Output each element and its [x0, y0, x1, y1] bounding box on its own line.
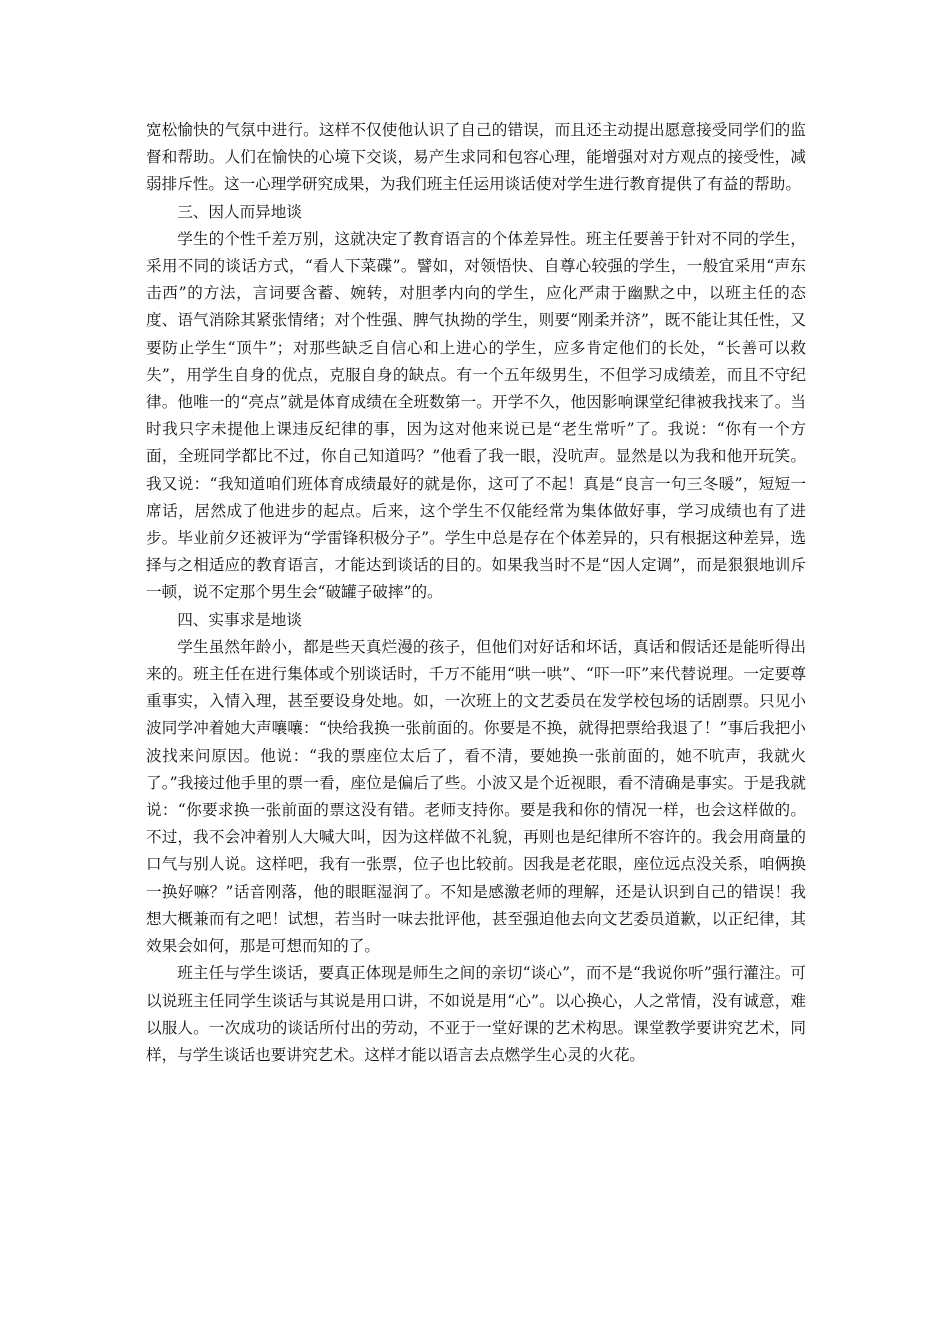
paragraph-section-four: 学生虽然年龄小，都是些天真烂漫的孩子，但他们对好话和坏话，真话和假话还是能听得出来的。班主任在进行集体或个别谈话时，千万不能用“哄一哄”、“吓一吓”来代替说理。一定要尊重事实，入情入理，甚至要设身处地。如，一次班上的文艺委员在发学校包场的话剧票。只见小波同学冲着她大声嚷嚷：“快给我换一张前面的。你要是不换，就得把票给我退了！”事后我把小波找来问原因。他说：“我的票座位太后了，看不清，要她换一张前面的，她不吭声，我就火了。”我接过他手里的票一看，座位是偏后了些。小波又是个近视眼，看不清确是事实。于是我就说：“你要求换一张前面的票这没有错。老师支持你。要是我和你的情况一样，也会这样做的。不过，我不会冲着别人大喊大叫，因为这样做不礼貌，再则也是纪律所不容许的。我会用商量的口气与别人说。这样吧，我有一张票，位子也比较前。因我是老花眼，座位远点没关系，咱俩换一换好嘛？”话音刚落，他的眼眶湿润了。不知是感激老师的理解，还是认识到自己的错误！我想大概兼而有之吧！试想，若当时一味去批评他，甚至强迫他去向文艺委员道歉，以正纪律，其效果会如何，那是可想而知的了。	[146, 637, 806, 956]
document-page	[146, 117, 806, 1069]
section-heading-three: 三、因人而异地谈	[177, 202, 302, 221]
paragraph-section-three: 学生的个性千差万别，这就决定了教育语言的个体差异性。班主任要善于针对不同的学生，采用不同的谈话方式，“看人下菜碟”。譬如，对领悟快、自尊心较强的学生，一般宜采用“声东击西”的方法，言词要含蓄、婉转，对胆孝内向的学生，应化严肃于幽默之中，以班主任的态度、语气消除其紧张情绪；对个性强、脾气执拗的学生，则要“刚柔并济”，既不能让其任性，又要防止学生“顶牛”；对那些缺乏自信心和上进心的学生，应多肯定他们的长处，“长善可以救失”，用学生自身的优点，克服自身的缺点。有一个五年级男生，不但学习成绩差，而且不守纪律。他唯一的“亮点”就是体育成绩在全班数第一。开学不久，他因影响课堂纪律被我找来了。当时我只字未提他上课违反纪律的事，因为这对他来说已是“老生常听”了。我说：“你有一个方面，全班同学都比不过，你自己知道吗？”他看了我一眼，没吭声。显然是以为我和他开玩笑。我又说：“我知道咱们班体育成绩最好的就是你，这可了不起！真是“良言一句三冬暖”，短短一席话，居然成了他进步的起点。后来，这个学生不仅能经常为集体做好事，学习成绩也有了进步。毕业前夕还被评为“学雷锋积极分子”。学生中总是存在个体差异的，只有根据这种差异，选择与之相适应的教育语言，才能达到谈话的目的。如果我当时不是“因人定调”，而是狠狠地训斥一顿，说不定那个男生会“破罐子破摔”的。	[146, 229, 806, 602]
paragraph-conclusion: 班主任与学生谈话，要真正体现是师生之间的亲切“谈心”，而不是“我说你听”强行灌注。可以说班主任同学生谈话与其说是用口讲，不如说是用“心”。以心换心，人之常情，没有诚意，难以服人。一次成功的谈话所付出的劳动，不亚于一堂好课的艺术构思。课堂教学要讲究艺术，同样，与学生谈话也要讲究艺术。这样才能以语言去点燃学生心灵的火花。	[146, 964, 806, 1064]
section-heading-four: 四、实事求是地谈	[177, 610, 302, 629]
paragraph-continued: 宽松愉快的气氛中进行。这样不仅使他认识了自己的错误，而且还主动提出愿意接受同学们的监督和帮助。人们在愉快的心境下交谈，易产生求同和包容心理，能增强对对方观点的接受性，减弱排斥性。这一心理学研究成果，为我们班主任运用谈话使对学生进行教育提供了有益的帮助。	[146, 121, 806, 194]
